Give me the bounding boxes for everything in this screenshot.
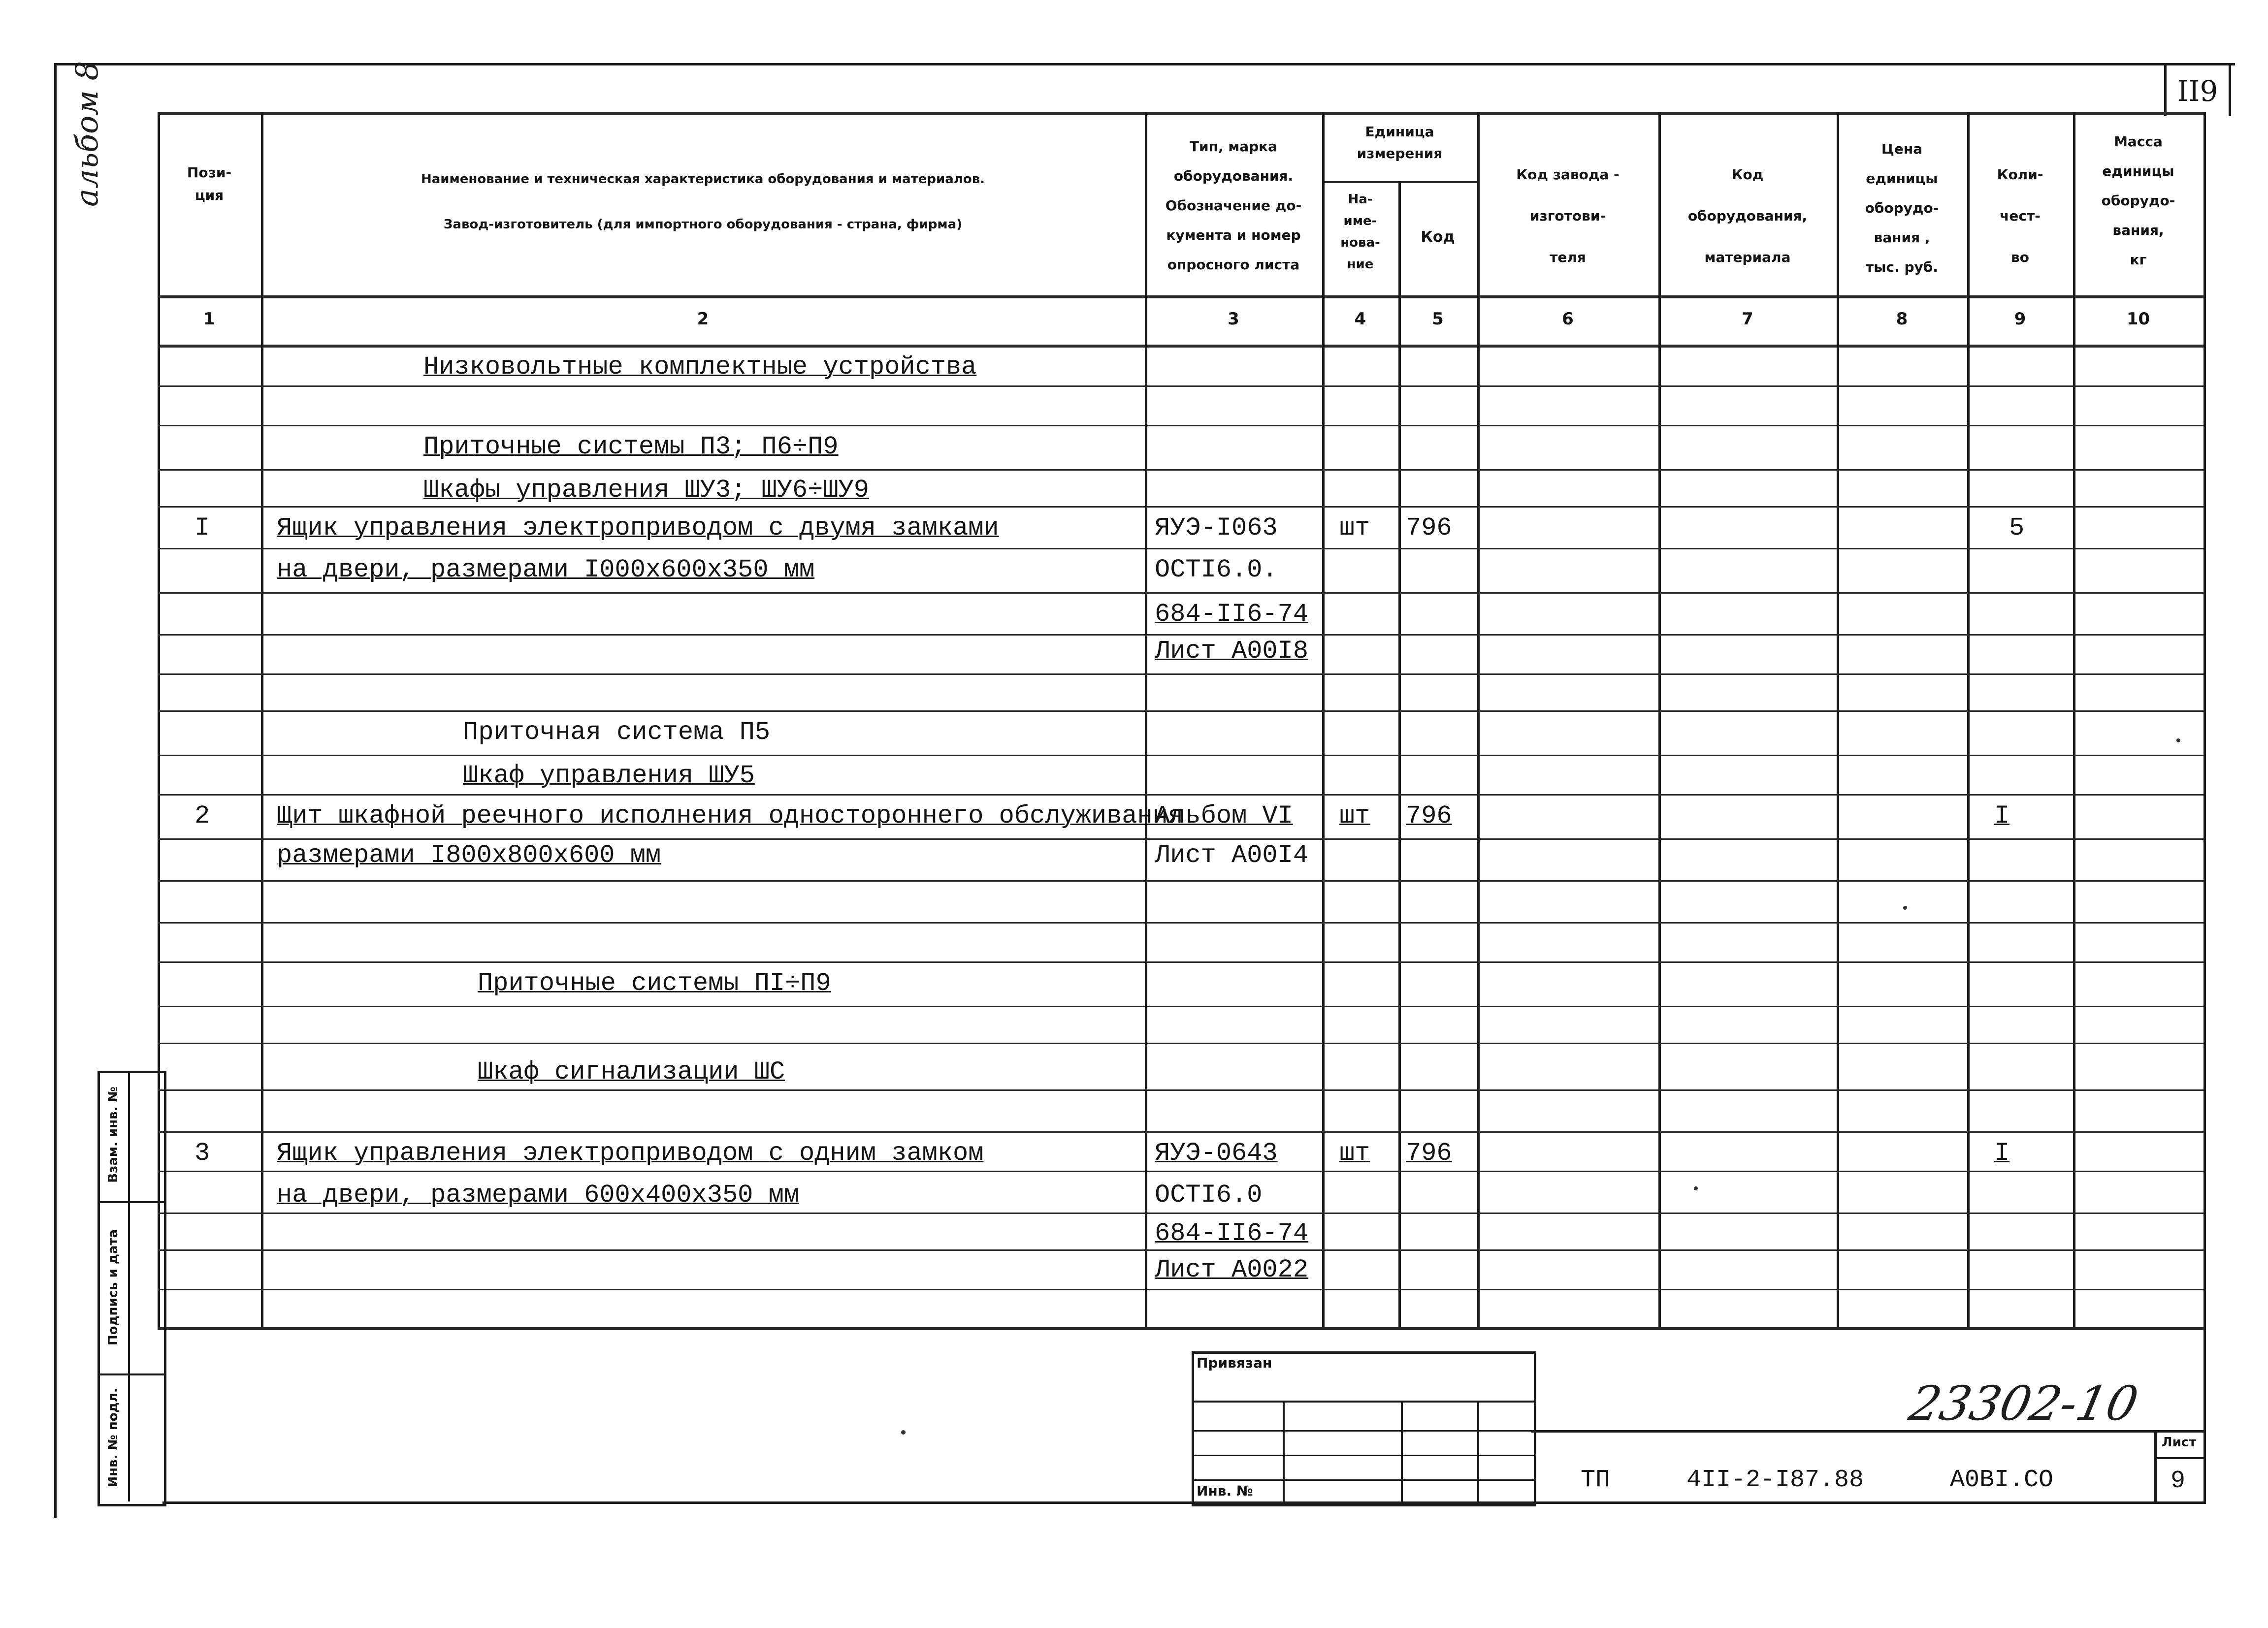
handwritten-number: 23302-10 xyxy=(1905,1376,2143,1431)
item-name: на двери, размерами I000х600х350 мм xyxy=(277,555,815,584)
col-number: 6 xyxy=(1562,309,1574,329)
item-qty: I xyxy=(1994,801,2010,830)
item-unit: шт xyxy=(1339,1139,1370,1168)
col-10-header: Масса единицы оборудо- вания, кг xyxy=(2101,133,2175,268)
section-heading: Приточные системы ПI÷П9 xyxy=(478,969,831,998)
album-note: альбом 8 xyxy=(69,61,105,207)
list-number: 9 xyxy=(2171,1467,2186,1495)
item-qty: 5 xyxy=(2009,513,2025,543)
section-heading: Приточная система П5 xyxy=(463,718,771,747)
inv-no-label: Инв. № xyxy=(1197,1483,1253,1499)
side-stamp-inv-label: Взам. инв. № xyxy=(106,1086,121,1183)
item-type: ОСТI6.0 xyxy=(1155,1181,1263,1210)
scan-speck xyxy=(2176,738,2180,742)
col-2-header: Наименование и техническая характеристика оборудования и материалов. Завод-изготовитель (для импортного оборудования - страна, фирма) xyxy=(421,172,985,232)
item-type: Альбом VI xyxy=(1155,801,1293,830)
scan-speck xyxy=(1903,906,1907,910)
col-number: 8 xyxy=(1896,309,1908,329)
col-7-header: Код оборудования, материала xyxy=(1687,166,1808,265)
col-1-header: Пози- ция xyxy=(187,164,232,203)
item-name: Щит шкафной реечного исполнения одностороннего обслуживания xyxy=(277,801,1184,830)
col-6-header: Код завода - изготови- теля xyxy=(1516,166,1620,265)
list-label: Лист xyxy=(2162,1435,2197,1450)
section-heading: Шкафы управления ШУ3; ШУ6÷ШУ9 xyxy=(423,476,869,505)
col-number: 9 xyxy=(2014,309,2026,329)
item-type: 684-II6-74 xyxy=(1155,1219,1309,1248)
col-number: 2 xyxy=(697,309,709,329)
col-8-header: Цена единицы оборудо- вания , тыс. руб. xyxy=(1865,141,1939,275)
sheet-number-top: II9 xyxy=(2164,63,2231,116)
section-heading: Приточные системы П3; П6÷П9 xyxy=(423,432,839,461)
unit-group-header: Единица измерения xyxy=(1357,124,1443,161)
item-name: на двери, размерами 600х400х350 мм xyxy=(277,1181,799,1210)
col-number: 3 xyxy=(1228,309,1239,329)
item-unit: шт xyxy=(1339,801,1370,830)
col-3-header: Тип, марка оборудования. Обозначение до- кумента и номер опросного листа xyxy=(1165,138,1302,273)
col-4-header: На- име- нова- ние xyxy=(1340,192,1380,272)
section-heading: Низковольтные комплектные устройства xyxy=(423,352,977,382)
doc-code: А0BI.CO xyxy=(1950,1466,2054,1494)
section-heading: Шкаф сигнализации ШС xyxy=(478,1057,785,1086)
position-number: I xyxy=(194,513,210,543)
item-type: 684-II6-74 xyxy=(1155,600,1309,629)
col-number: 7 xyxy=(1742,309,1753,329)
position-number: 3 xyxy=(194,1139,210,1168)
section-heading: Шкаф управления ШУ5 xyxy=(463,761,755,790)
doc-prefix: ТП xyxy=(1581,1466,1611,1494)
item-code: 796 xyxy=(1406,1139,1452,1168)
item-code: 796 xyxy=(1406,801,1452,830)
col-number: 1 xyxy=(203,309,215,329)
side-stamp-orig-label: Инв. № подл. xyxy=(106,1388,121,1487)
item-type: ОСТI6.0. xyxy=(1155,555,1278,584)
item-type: ЯУЭ-I063 xyxy=(1155,513,1278,543)
item-qty: I xyxy=(1994,1139,2010,1168)
doc-number: 4II-2-I87.88 xyxy=(1686,1466,1864,1494)
specification-table xyxy=(158,112,2203,1327)
position-number: 2 xyxy=(194,801,210,830)
col-number: 10 xyxy=(2126,309,2150,329)
item-name: размерами I800х800х600 мм xyxy=(277,841,661,870)
item-type: Лист А0022 xyxy=(1155,1255,1309,1284)
col-5-header: Код xyxy=(1421,228,1455,246)
scan-speck xyxy=(1694,1186,1698,1190)
scan-speck xyxy=(901,1430,906,1435)
item-type: Лист А00I8 xyxy=(1155,637,1309,666)
item-name: Ящик управления электроприводом с одним замком xyxy=(277,1139,984,1168)
item-unit: шт xyxy=(1339,513,1370,543)
privyazan-label: Привязан xyxy=(1197,1355,1272,1371)
side-stamp-sign-label: Подпись и дата xyxy=(106,1229,121,1346)
item-type: Лист А00I4 xyxy=(1155,841,1309,870)
col-9-header: Коли- чест- во xyxy=(1997,166,2043,265)
col-number: 4 xyxy=(1354,309,1366,329)
item-type: ЯУЭ-0643 xyxy=(1155,1139,1278,1168)
item-code: 796 xyxy=(1406,513,1452,543)
col-number: 5 xyxy=(1432,309,1444,329)
item-name: Ящик управления электроприводом с двумя замками xyxy=(277,513,999,543)
